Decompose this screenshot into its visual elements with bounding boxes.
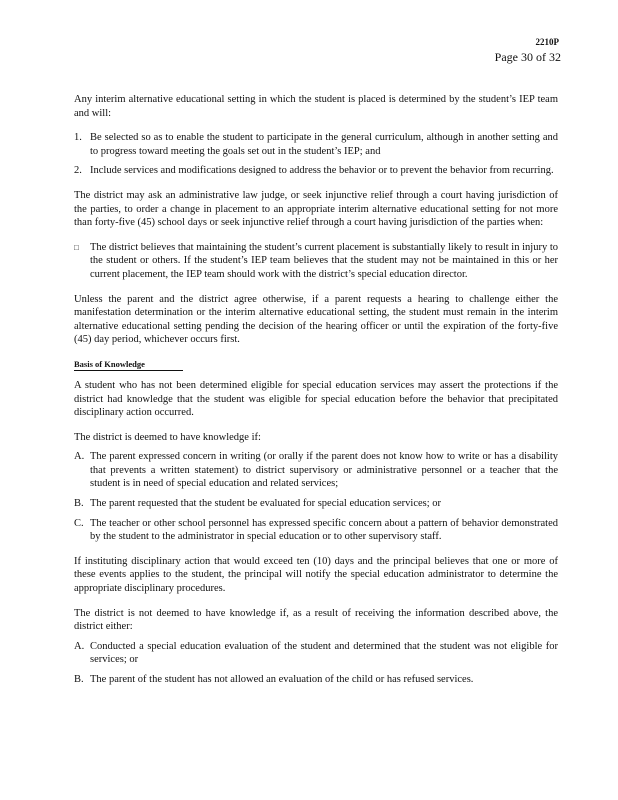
list-item: [74, 450, 558, 491]
list-item: [74, 673, 558, 687]
list-item: [74, 517, 558, 544]
hearing-paragraph: Unless the parent and the district agree otherwise, if a parent requests a hearing to challenge either the manifestation determination or the interim alternative educational setting, the student must remain in the interim alternative educational setting pending the decision of the hearing officer or until the expiration of the forty-five (45) day period, whichever occurs first.: [74, 293, 558, 346]
list-item: [74, 640, 558, 667]
list-item-text: Include services and modifications designed to address the behavior or to prevent the behavior from recurring.: [90, 165, 554, 177]
document-body: [74, 93, 558, 698]
bullet-icon: □: [74, 242, 79, 252]
knowledge-paragraph: A student who has not been determined eligible for special education services may assert the protections if the district had knowledge that the student was eligible for special education before the behavior that precipitated disciplinary action occurred.: [74, 379, 558, 419]
not-deemed-list: [74, 640, 558, 687]
list-marker: A.: [74, 640, 85, 652]
injunctive-relief-paragraph: The district may ask an administrative law judge, or seek injunctive relief through a court having jurisdiction of the parties, to order a change in placement to an appropriate interim alternative educational setting for not more than forty-five (45) school days or seek injunctive relief through a court having jurisdiction of the parties when:: [74, 189, 558, 229]
list-item: [74, 497, 558, 511]
list-marker: 1.: [74, 132, 82, 144]
list-marker: C.: [74, 517, 84, 529]
policy-code: 2210P: [535, 37, 559, 47]
list-item: [74, 131, 558, 158]
page-number: Page 30 of 32: [494, 50, 561, 64]
list-item-text: The parent requested that the student be evaluated for special education services; or: [90, 498, 442, 510]
list-marker: B.: [74, 498, 84, 510]
disciplinary-paragraph: If instituting disciplinary action that would exceed ten (10) days and the principal believes that one or more of these events applies to the student, the principal will notify the special education administrator to determine the appropriate disciplinary procedures.: [74, 555, 558, 595]
list-marker: 2.: [74, 165, 82, 177]
list-marker: A.: [74, 451, 85, 463]
list-item-text: The teacher or other school personnel has expressed specific concern about a pattern of behavior demonstrated by the student to the administrator in special education or to other supervisory staff.: [90, 517, 558, 543]
injunctive-relief-list: [74, 241, 558, 282]
section-heading: Basis of Knowledge: [74, 358, 183, 371]
section-heading-wrap: [74, 358, 558, 379]
not-deemed-paragraph: The district is not deemed to have knowledge if, as a result of receiving the information described above, the district either:: [74, 607, 558, 633]
deemed-knowledge-list: [74, 450, 558, 544]
deemed-knowledge-paragraph: The district is deemed to have knowledge if:: [74, 431, 261, 443]
intro-list: [74, 131, 558, 178]
list-item-text: Be selected so as to enable the student to participate in the general curriculum, although in another setting and to progress toward meeting the goals set out in the student’s IEP; and: [90, 132, 558, 157]
intro-paragraph: Any interim alternative educational setting in which the student is placed is determined by the student’s IEP team and will:: [74, 94, 558, 119]
list-item: [74, 164, 558, 178]
list-item-text: The parent expressed concern in writing (or orally if the parent does not know how to write or has a disability that prevents a written statement) to district supervisory or administrative personnel or a teacher that the student is in need of special education and related services;: [90, 451, 558, 490]
list-item-text: The district believes that maintaining the student’s current placement is substantially likely to result in injury to the student or others. If the student’s IEP team believes that the student may not be maintained in this or her current placement, the IEP team should work with the district’s special education director.: [90, 241, 558, 280]
list-item-text: Conducted a special education evaluation of the student and determined that the student was not eligible for services; or: [90, 640, 558, 666]
list-item: [74, 241, 558, 282]
list-marker: B.: [74, 674, 84, 685]
list-item-text: The parent of the student has not allowed an evaluation of the child or has refused services.: [90, 674, 474, 685]
